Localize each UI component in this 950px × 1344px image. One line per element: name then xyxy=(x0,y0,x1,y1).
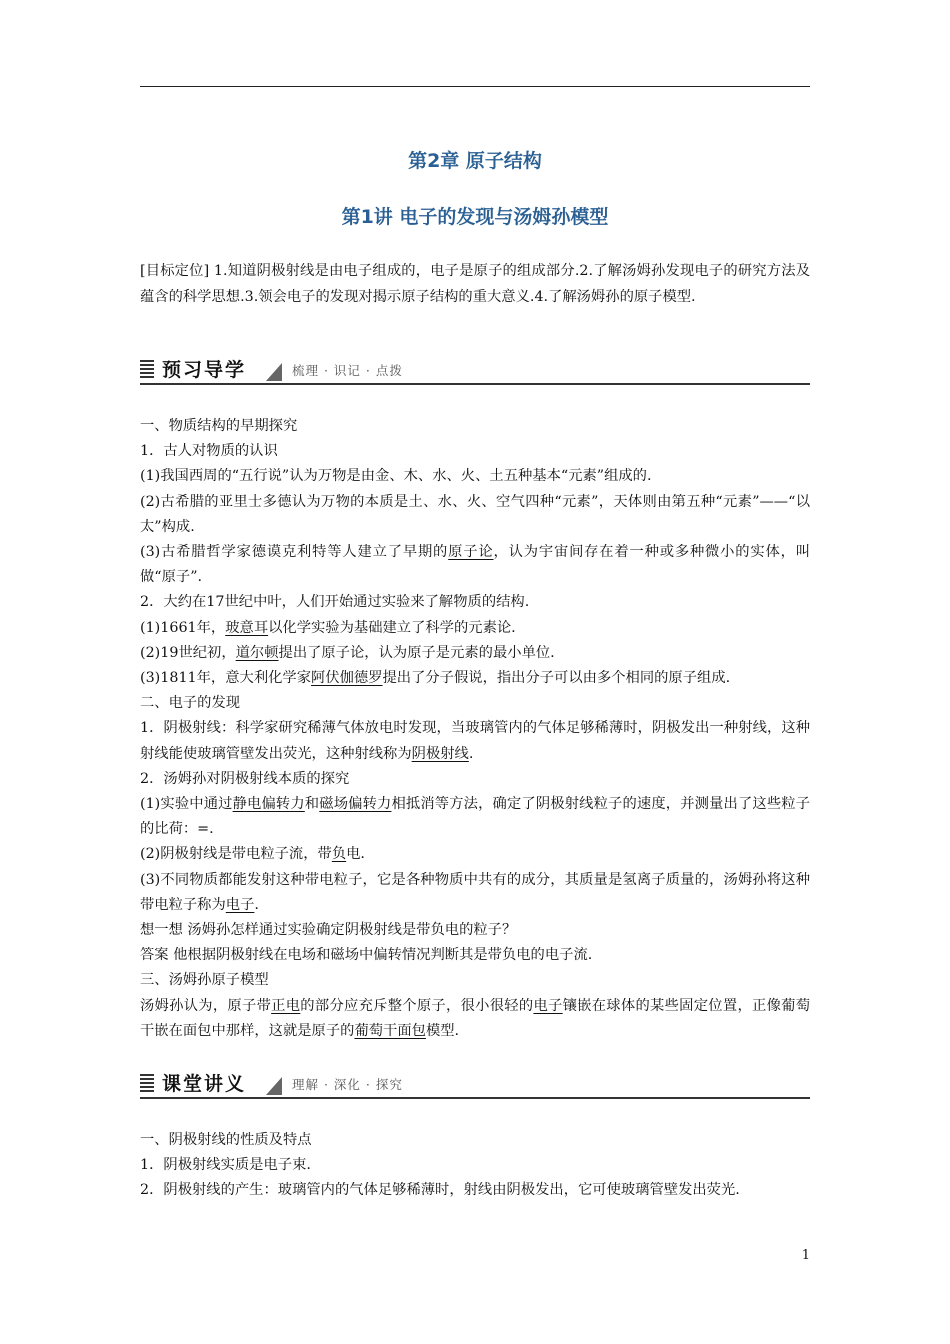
learning-goals xyxy=(140,258,810,310)
text: 提出了分子假说，指出分子可以由多个相同的原子组成. xyxy=(382,670,731,687)
paragraph xyxy=(140,792,810,842)
fill-in-answer: 静电偏转力 xyxy=(232,796,305,813)
banner-subtitle: 理解 · 深化 · 探究 xyxy=(292,1077,403,1092)
fill-in-answer: 电子 xyxy=(533,997,563,1014)
banner-triangle-icon xyxy=(266,363,282,381)
text: 相抵消等方法，确定了阴极射线粒子的速度，并测量出了这些粒子的比荷：=. xyxy=(140,796,811,838)
text: 镶嵌在球体的某些固定位置，正像葡萄干嵌在面包中那样，这就是原子的 xyxy=(140,997,811,1039)
answer: 答案 他根据阴极射线在电场和磁场中偏转情况判断其是带负电的电子流. xyxy=(140,947,593,964)
paragraph xyxy=(140,641,810,666)
fill-in-answer: 阴极射线 xyxy=(411,745,469,762)
paragraph xyxy=(140,616,810,641)
text: . xyxy=(254,896,259,913)
page-number: 1 xyxy=(801,1248,810,1263)
paragraph xyxy=(140,666,810,691)
header-rule xyxy=(140,86,810,87)
text: (3)1811年，意大利化学家 xyxy=(140,670,312,687)
text: 电. xyxy=(346,846,365,863)
banner-rule xyxy=(140,383,810,385)
paragraph xyxy=(140,868,810,918)
fill-in-answer: 阿伏伽德罗 xyxy=(311,670,383,687)
fill-in-answer: 葡萄干面包 xyxy=(354,1022,426,1039)
banner-title: 课堂讲义 xyxy=(162,1073,247,1095)
paragraph: 2．阴极射线的产生：玻璃管内的气体足够稀薄时，射线由阴极发出，它可使玻璃管壁发出荧光. xyxy=(140,1182,740,1199)
text: 的部分应充斥整个原子，很小很轻的 xyxy=(300,997,534,1014)
fill-in-answer: 正电 xyxy=(271,997,301,1014)
text: (2)阴极射线是带电粒子流，带 xyxy=(140,846,332,863)
paragraph xyxy=(140,716,810,766)
fill-in-answer: 道尔顿 xyxy=(235,644,279,661)
text: 以化学实验为基础建立了科学的元素论. xyxy=(268,619,516,636)
text: (1)1661年， xyxy=(140,619,226,636)
banner-title: 预习导学 xyxy=(162,359,247,381)
banner-stripes-icon xyxy=(140,1074,154,1094)
paragraph: (1)我国西周的“五行说”认为万物是由金、木、水、火、土五种基本“元素”组成的. xyxy=(140,468,652,485)
text: (3)古希腊哲学家德谟克利特等人建立了早期的 xyxy=(140,544,449,561)
chapter-title: 第2章 原子结构 xyxy=(408,150,542,172)
subheading: 2．大约在17世纪中叶，人们开始通过实验来了解物质的结构. xyxy=(140,594,530,611)
goals-text: 1.知道阴极射线是由电子组成的，电子是原子的组成部分.2.了解汤姆孙发现电子的研究方法及蕴含的科学思想.3.领会电子的发现对揭示原子结构的重大意义.4.了解汤姆孙的原子模型. xyxy=(140,263,810,305)
lecture-banner xyxy=(140,1071,810,1099)
goals-label: [目标定位] xyxy=(140,263,210,279)
paragraph xyxy=(140,540,810,590)
text: (2)19世纪初， xyxy=(140,644,236,661)
lecture-section xyxy=(140,1128,810,1204)
fill-in-answer: 电子 xyxy=(225,896,255,913)
preview-section xyxy=(140,414,810,1044)
heading: 一、阴极射线的性质及特点 xyxy=(140,1132,312,1148)
paragraph xyxy=(140,994,810,1044)
banner-subtitle: 梳理 · 识记 · 点拨 xyxy=(292,363,403,378)
fill-in-answer: 磁场偏转力 xyxy=(319,796,392,813)
banner-triangle-icon xyxy=(266,1077,282,1095)
text: 模型. xyxy=(425,1022,460,1039)
text: ，认为宇宙间存在着一种或多种微小的实体，叫做“原子”. xyxy=(140,544,811,586)
subheading: 1．古人对物质的认识 xyxy=(140,443,278,460)
text: (3)不同物质都能发射这种带电粒子，它是各种物质中共有的成分，其质量是氢离子质量的，汤姆孙将这种带电粒子称为 xyxy=(140,871,810,913)
banner-rule xyxy=(140,1097,810,1099)
text: 汤姆孙认为，原子带 xyxy=(140,997,272,1014)
think-question: 想一想 汤姆孙怎样通过实验确定阴极射线是带负电的粒子？ xyxy=(140,922,517,939)
heading: 一、物质结构的早期探究 xyxy=(140,418,298,434)
text: 和 xyxy=(304,796,320,813)
fill-in-answer: 玻意耳 xyxy=(225,619,269,636)
text: . xyxy=(468,745,474,762)
subheading: 2．汤姆孙对阴极射线本质的探究 xyxy=(140,770,350,787)
text: (1)实验中通过 xyxy=(140,796,233,813)
lecture-title: 第1讲 电子的发现与汤姆孙模型 xyxy=(341,206,609,228)
preview-banner xyxy=(140,357,810,385)
paragraph xyxy=(140,842,810,867)
text: 1．阴极射线：科学家研究稀薄气体放电时发现，当玻璃管内的气体足够稀薄时，阴极发出一种射线，这种射线能使玻璃管壁发出荧光，这种射线称为 xyxy=(140,720,810,762)
fill-in-answer: 原子论 xyxy=(448,544,494,561)
heading: 三、汤姆孙原子模型 xyxy=(140,972,269,989)
banner-stripes-icon xyxy=(140,360,154,380)
text: 提出了原子论，认为原子是元素的最小单位. xyxy=(278,644,555,661)
heading: 二、电子的发现 xyxy=(140,695,241,712)
fill-in-answer: 负 xyxy=(331,846,347,863)
paragraph: (2)古希腊的亚里士多德认为万物的本质是土、水、火、空气四种“元素”，天体则由第五种“元素”——“以太”构成. xyxy=(140,493,810,535)
paragraph: 1．阴极射线实质是电子束. xyxy=(140,1157,311,1174)
